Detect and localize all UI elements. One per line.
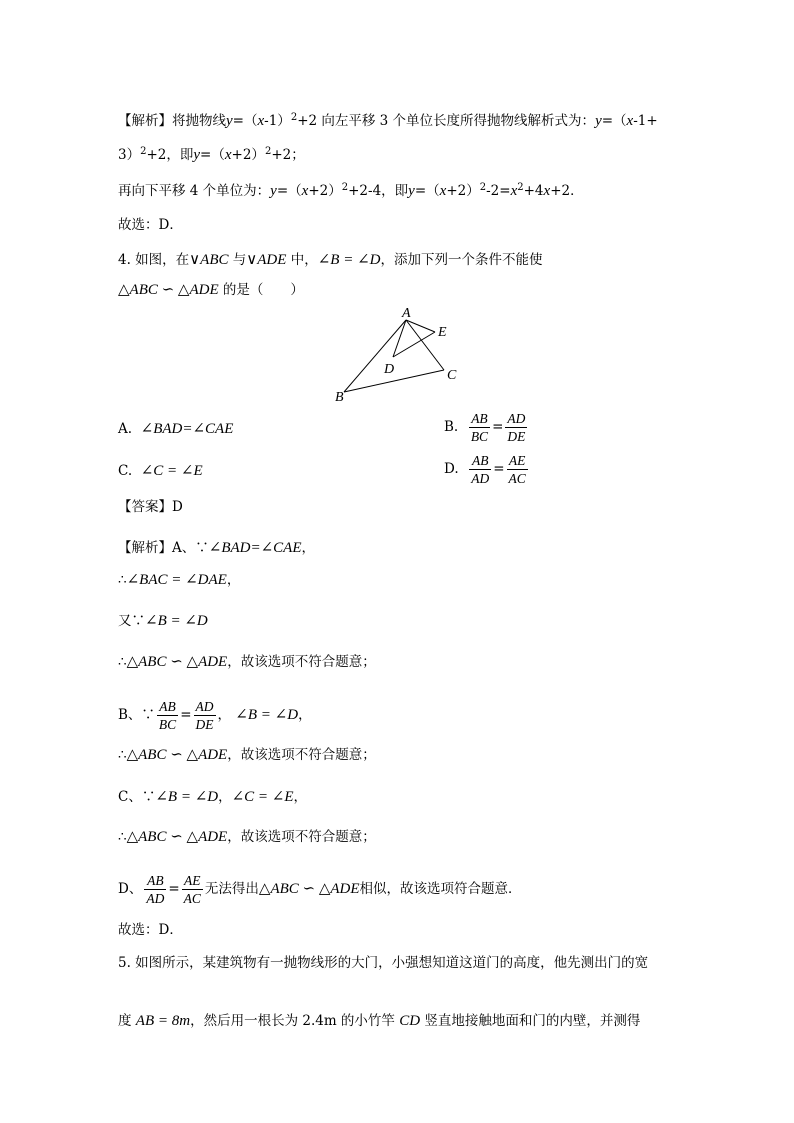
analysis-line-2: 3）$^2$+2，即$y=(x+2)^2+2$； — [118, 146, 305, 163]
analysis-c-line-2: ∴△ABC ∽ △ADE，故该选项不符合题意； — [118, 829, 376, 845]
triangle-figure — [322, 300, 492, 410]
analysis-a-line-4: ∴△ABC ∽ △ADE，故该选项不符合题意； — [118, 654, 376, 670]
analysis-a-line-2: ∴∠BAC = ∠DAE， — [118, 572, 241, 588]
label-d: D — [384, 362, 395, 377]
question-5-line-1: 5. 如图所示，某建筑物有一抛物线形的大门，小强想知道这道门的高度，他先测出门的宽 — [118, 955, 649, 971]
analysis-c-line-1: C、∵∠B = ∠D，∠C = ∠E， — [118, 789, 308, 805]
question-4-line-2: △ABC ∽ △ADE 的是（ ） — [118, 282, 304, 298]
option-d: D. $\frac{AB}{AD}$ = $\frac{AE}{AC}$ — [444, 453, 526, 486]
select-d-line: 故选：D． — [118, 217, 183, 233]
option-b: B. $\frac{AB}{BC}$ = $\frac{AD}{DE}$ — [444, 411, 526, 444]
segment-de — [393, 332, 435, 357]
label-e: E — [438, 325, 447, 340]
question-4-line-1: 4. 如图，在∨ABC 与∨ADE 中，∠B = ∠D，添加下列一个条件不能使 — [118, 252, 543, 268]
label-a: A — [402, 306, 411, 321]
analysis-b-line-2: ∴△ABC ∽ △ADE，故该选项不符合题意； — [118, 747, 376, 763]
analysis-end-line: 故选：D． — [118, 922, 183, 938]
analysis-a-line-3: 又∵∠B = ∠D — [118, 613, 208, 629]
segment-ad — [393, 320, 406, 357]
analysis-b-line-1: B、∵ $\frac{AB}{BC}$ = $\frac{AD}{DE}$ ， ∠B = ∠D， — [118, 699, 312, 732]
analysis-a-line-1: 【解析】A、∵∠BAD=∠CAE， — [118, 540, 315, 556]
option-a: A. ∠BAD=∠CAE — [118, 421, 234, 437]
segment-ab — [344, 320, 406, 392]
analysis-line-1: 【解析】将抛物线$y=(x-1)^2+2$ 向左平移 3 个单位长度所得抛物线解析式为：y=（x-1+ — [118, 112, 658, 129]
option-c: C. ∠C = ∠E — [118, 463, 203, 479]
label-c: C — [447, 368, 457, 383]
label-b: B — [335, 390, 344, 405]
analysis-line-3: 再向下平移 4 个单位为：$y=(x+2)^2+2-4$，即$y=(x+2)^2-2=x^2+4x+2$． — [118, 182, 584, 199]
question-5-line-2: 度 AB = 8m，然后用一根长为 2.4m 的小竹竿 CD 竖直地接触地面和门的内壁，并测得 — [118, 1013, 641, 1029]
analysis-d-line-1: D、 $\frac{AB}{AD}$ = $\frac{AE}{AC}$ 无法得出△ABC ∽ △ADE相似，故该选项符合题意． — [118, 873, 522, 906]
answer-line: 【答案】D — [118, 499, 183, 515]
